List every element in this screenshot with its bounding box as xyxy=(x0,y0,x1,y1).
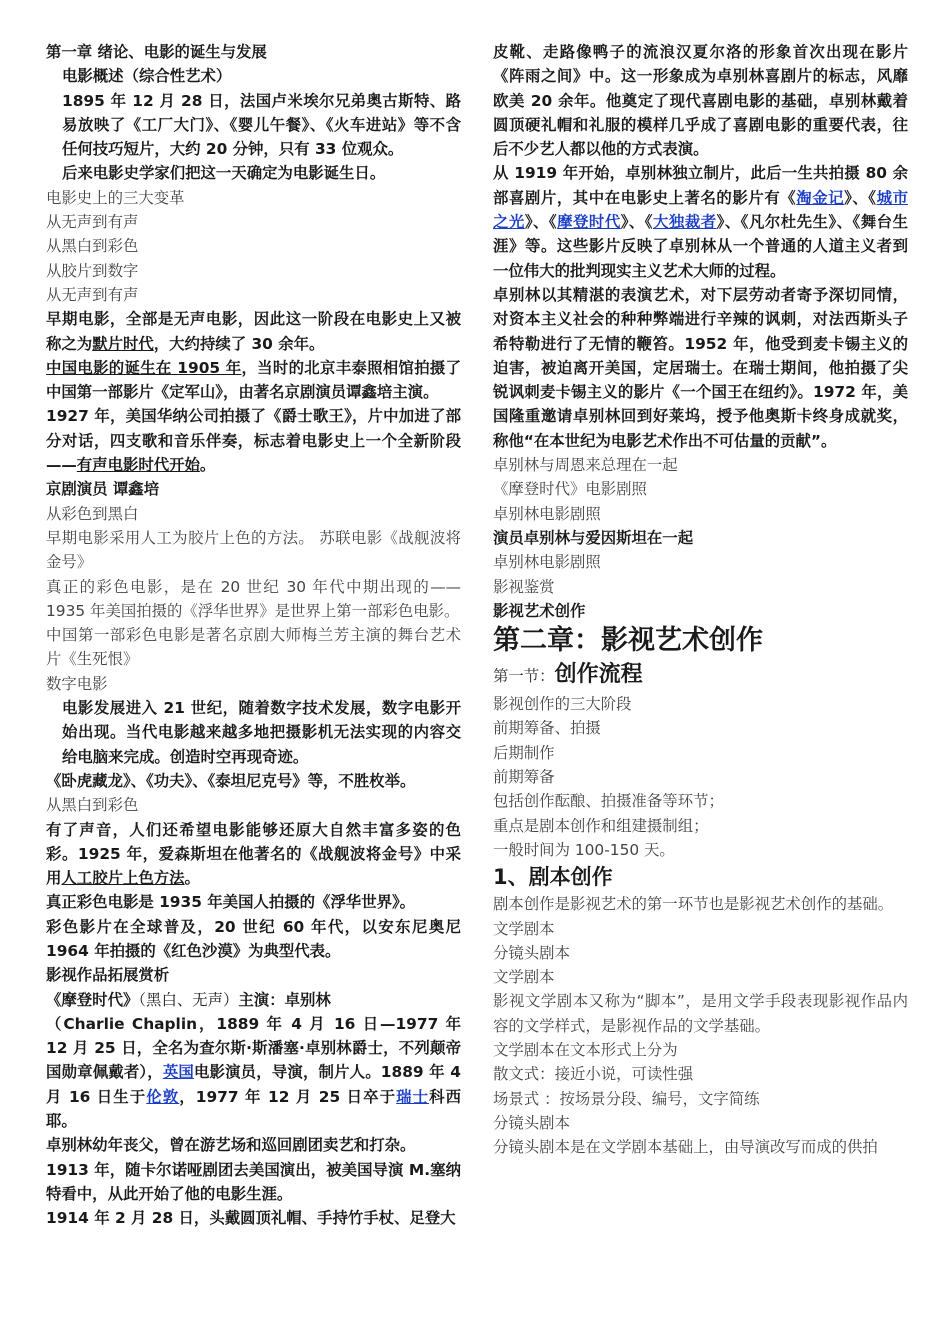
paragraph: 1895 年 12 月 28 日，法国卢米埃尔兄弟奥古斯特、路易放映了《工厂大门》、《婴儿午餐》、《火车进站》等不含任何技巧短片，大约 20 分钟，只有 33 位观众。 xyxy=(62,91,461,159)
paragraph: 电影概述（综合性艺术） xyxy=(62,67,232,86)
paragraph: 卓别林电影剧照 xyxy=(493,504,601,523)
link-city-lights[interactable]: 城市之光 xyxy=(493,188,908,232)
paragraph: 影视鉴赏 xyxy=(493,577,555,596)
paragraph: 从黑白到彩色 xyxy=(46,796,139,815)
text-run: （黑白、无声） xyxy=(138,990,239,1009)
text-run: 1927 年，美国华纳公司拍摄了《爵士歌王》，片中加进了部分对话，四支歌和音乐伴奏，标志着电影史上一个全新阶段—— xyxy=(46,407,461,475)
paragraph: 京剧演员 谭鑫培 xyxy=(46,480,160,499)
text-run: 》、《 xyxy=(620,213,654,232)
paragraph: 从彩色到黑白 xyxy=(46,504,139,523)
paragraph: 中国第一部彩色电影是著名京剧大师梅兰芳主演的舞台艺术片《生死恨》 xyxy=(46,626,461,669)
paragraph: 散文式：接近小说，可读性强 xyxy=(493,1065,694,1084)
chapter-two-heading: 第二章：影视艺术创作 xyxy=(493,625,763,657)
paragraph: 早期电影采用人工为胶片上色的方法。 苏联电影《战舰波将金号》 xyxy=(46,528,461,572)
link-great-dictator[interactable]: 大独裁者 xyxy=(653,213,717,232)
paragraph: 文学剧本 xyxy=(493,919,555,938)
paragraph: 卓别林以其精湛的表演艺术，对下层劳动者寄予深切同情，对资本主义社会的种种弊端进行辛辣的讽刺，对法西斯头子希特勒进行了无情的鞭笞。1952 年，他受到麦卡锡主义的迫害，被迫离开美国，定居瑞士。在瑞士期间，他拍摄了尖锐讽刺麦卡锡主义的影片《一个国王在纽约》。1972 年，美国隆重邀请卓别林回到好莱坞，授予他奥斯卡终身成就奖，称他“在本世纪为电影艺术作出不可估量的贡献”。 xyxy=(493,285,908,450)
text-run: 《摩登时代》 xyxy=(46,990,139,1009)
text-run: ，当时的北京丰泰照相馆拍摄了中国第一部影片《定军山》，由著名京剧演员谭鑫培主演。 xyxy=(46,358,461,402)
text-run: （Charlie Chaplin，1889 年 4 月 16 日—1977 年 12 月 25 日，全名为查尔斯·斯潘塞·卓别林爵士，不列颠帝国勋章佩戴者）， xyxy=(46,1014,461,1082)
paragraph: 前期筹备 xyxy=(493,768,555,787)
link-gold-rush[interactable]: 淘金记 xyxy=(796,188,845,207)
text-run: 有了声音，人们还希望电影能够还原大自然丰富多姿的色彩。1925 年，爱森斯坦在他著名的《战舰波将金号》中采用 xyxy=(46,820,461,888)
text-run: 电影演员，导演，制片人。1889 年 4 月 16 日生于 xyxy=(46,1063,461,1106)
paragraph xyxy=(46,404,461,477)
text-run: 》、《凡尔杜先生》、《舞台生涯》等。这些影片反映了卓别林从一个普通的人道主义者到一位伟大的批判现实主义艺术大师的过程。 xyxy=(493,213,908,280)
text-run: 》、《 xyxy=(844,188,877,207)
text-run: ，1977 年 12 月 25 日卒于 xyxy=(179,1087,397,1106)
paragraph: 从无声到有声 xyxy=(46,213,139,232)
link-modern-times[interactable]: 摩登时代 xyxy=(557,213,621,232)
paragraph: 从黑白到彩色 xyxy=(46,237,139,256)
paragraph: 影视创作的三大阶段 xyxy=(493,695,632,714)
text-run: 科西耶。 xyxy=(46,1087,461,1131)
paragraph xyxy=(46,988,461,1012)
text-run: 》、《 xyxy=(524,213,558,232)
text-run: ，大约持续了 30 余年。 xyxy=(153,334,325,353)
text-run: 早期电影，全部是无声电影，因此这一阶段在电影史上又被称之为 xyxy=(46,310,461,353)
text-run: 。 xyxy=(184,869,200,888)
left-column xyxy=(46,40,461,1344)
paragraph: 前期筹备、拍摄 xyxy=(493,719,601,738)
section-prefix: 第一节： xyxy=(493,667,555,686)
paragraph xyxy=(46,1012,461,1133)
paragraph: 文学剧本在文本形式上分为 xyxy=(493,1040,678,1059)
underlined-text: 有声电影时代开始 xyxy=(76,456,200,475)
paragraph: 卓别林与周恩来总理在一起 xyxy=(493,456,678,475)
paragraph: 1913 年，随卡尔诺哑剧团去美国演出，被美国导演 M.塞纳特看中，从此开始了他的电影生涯。 xyxy=(46,1160,461,1203)
paragraph: 分镜头剧本是在文学剧本基础上，由导演改写而成的供拍 xyxy=(493,1138,878,1157)
paragraph: 影视艺术创作 xyxy=(493,601,586,620)
paragraph: 从无声到有声 xyxy=(46,285,139,304)
text-run: 主演：卓别林 xyxy=(238,990,331,1009)
paragraph: 卓别林电影剧照 xyxy=(493,553,601,572)
right-column xyxy=(493,40,908,1344)
subsection-heading: 1、剧本创作 xyxy=(493,865,613,890)
paragraph: 卓别林幼年丧父，曾在游艺场和巡回剧团卖艺和打杂。 xyxy=(46,1136,416,1155)
link-london[interactable]: 伦敦 xyxy=(146,1087,180,1106)
link-england[interactable]: 英国 xyxy=(162,1063,194,1082)
paragraph: 《摩登时代》电影剧照 xyxy=(493,480,647,499)
text-run: 。 xyxy=(199,456,216,475)
underlined-text: 人工胶片上色方法 xyxy=(61,869,185,888)
paragraph: 分镜头剧本 xyxy=(493,943,570,962)
section-title: 创作流程 xyxy=(554,662,643,688)
paragraph: 1914 年 2 月 28 日，头戴圆顶礼帽、手持竹手杖、足登大 xyxy=(46,1209,456,1228)
paragraph: 从胶片到数字 xyxy=(46,261,139,280)
paragraph: 影视作品拓展赏析 xyxy=(46,966,170,985)
section-heading xyxy=(493,659,908,692)
paragraph: 电影发展进入 21 世纪，随着数字技术发展，数字电影开始出现。当代电影越来越多地把摄影机无法实现的内容交给电脑来完成。创造时空再现奇迹。 xyxy=(62,699,461,766)
paragraph: 文学剧本 xyxy=(493,968,555,987)
paragraph: 电影史上的三大变革 xyxy=(46,188,185,207)
paragraph xyxy=(46,818,461,891)
paragraph: 《卧虎藏龙》、《功夫》、《泰坦尼克号》等，不胜枚举。 xyxy=(46,771,416,790)
paragraph: 重点是剧本创作和组建摄制组； xyxy=(493,816,709,835)
paragraph: 数字电影 xyxy=(46,674,108,693)
paragraph: 演员卓别林与爱因斯坦在一起 xyxy=(493,528,694,547)
paragraph: 影视文学剧本又称为“脚本”，是用文学手段表现影视作品内容的文学样式，是影视作品的文学基础。 xyxy=(493,992,908,1035)
paragraph: 剧本创作是影视艺术的第一环节也是影视艺术创作的基础。 xyxy=(493,895,894,914)
paragraph: 场景式 ：按场景分段、编号，文字简练 xyxy=(493,1089,760,1108)
paragraph xyxy=(46,307,461,356)
paragraph: 分镜头剧本 xyxy=(493,1113,570,1132)
paragraph xyxy=(493,161,908,282)
paragraph: 真正的彩色电影，是在 20 世纪 30 年代中期出现的——1935 年美国拍摄的《浮华世界》是世界上第一部彩色电影。 xyxy=(46,577,461,620)
paragraph: 后期制作 xyxy=(493,743,555,762)
chapter-one-heading: 第一章 绪论、电影的诞生与发展 xyxy=(46,43,267,61)
paragraph xyxy=(46,356,461,405)
underlined-text: 默片时代 xyxy=(92,334,154,353)
underlined-text: 中国电影的诞生在 1905 年 xyxy=(46,358,242,377)
paragraph: 一般时间为 100-150 天。 xyxy=(493,840,675,859)
paragraph: 真正彩色电影是 1935 年美国人拍摄的《浮华世界》。 xyxy=(46,893,416,912)
text-run: 从 1919 年开始，卓别林独立制片，此后一生共拍摄 80 余部喜剧片，其中在电影史上著名的影片有《 xyxy=(493,164,908,207)
paragraph: 后来电影史学家们把这一天确定为电影诞生日。 xyxy=(62,164,386,183)
paragraph: 彩色影片在全球普及，20 世纪 60 年代，以安东尼奥尼 1964 年拍摄的《红色沙漠》为典型代表。 xyxy=(46,917,461,960)
link-switzerland[interactable]: 瑞士 xyxy=(396,1087,430,1106)
paragraph: 包括创作酝酿、拍摄准备等环节； xyxy=(493,792,724,811)
paragraph: 皮靴、走路像鸭子的流浪汉夏尔洛的形象首次出现在影片《阵雨之间》中。这一形象成为卓别林喜剧片的标志，风靡欧美 20 余年。他奠定了现代喜剧电影的基础，卓别林戴着圆顶硬礼帽和礼服的模样几乎成了喜剧电影的重要代表，往后不少艺人都以他的方式表演。 xyxy=(493,43,908,159)
